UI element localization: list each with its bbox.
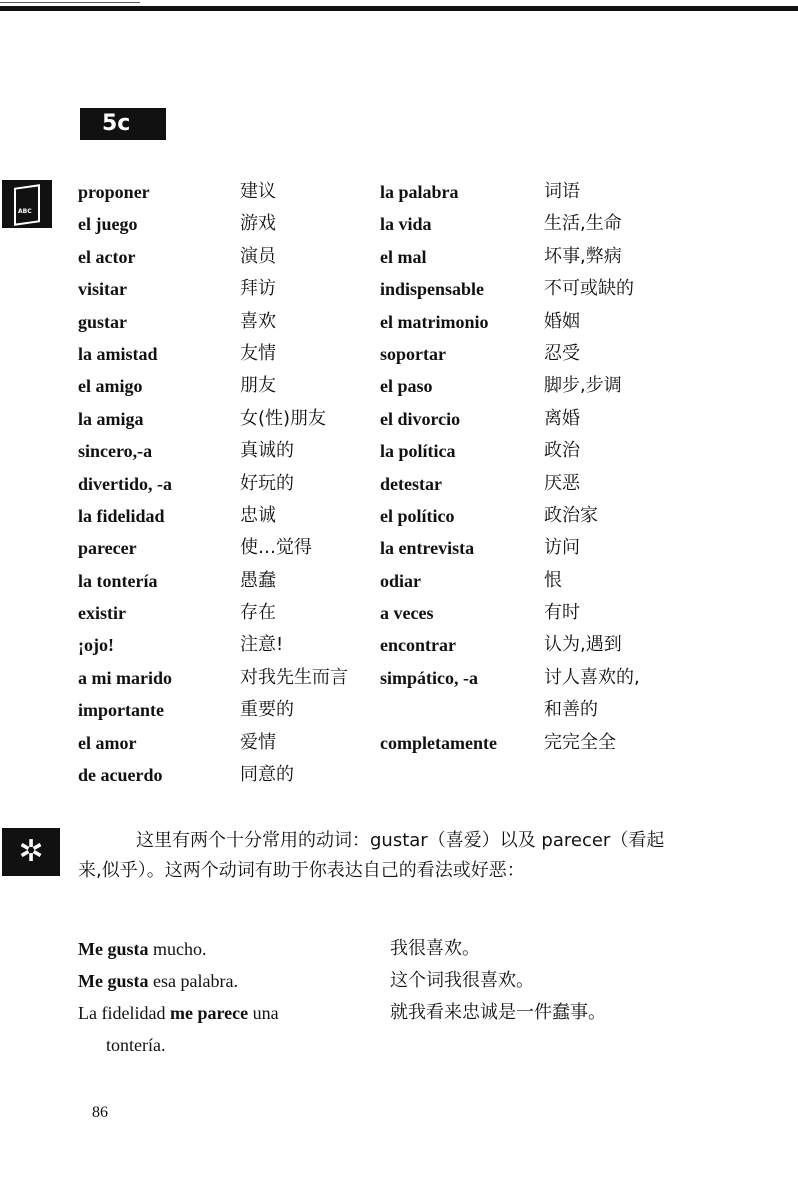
spanish-term: soportar: [380, 343, 446, 364]
chinese-meaning: 同意的: [240, 764, 294, 786]
chinese-meaning: 愚蠢: [240, 569, 276, 591]
chinese-meaning: 重要的: [240, 699, 294, 721]
spanish-term: la fidelidad: [78, 505, 165, 526]
spanish-term: ¡ojo!: [78, 635, 114, 656]
vocab-row: [78, 176, 678, 208]
example-es-2: Me gusta esa palabra.: [78, 971, 238, 991]
spanish-term: a veces: [380, 603, 434, 624]
example-es-3: La fidelidad me parece una: [78, 1003, 279, 1023]
spanish-term: el amor: [78, 732, 137, 753]
vocab-row: [78, 306, 678, 338]
chinese-meaning: 演员: [240, 245, 276, 267]
vocab-row: [78, 241, 678, 273]
spanish-term: el juego: [78, 214, 138, 235]
vocab-row: [78, 727, 678, 759]
vocab-row: [78, 468, 678, 500]
vocab-row: [78, 500, 678, 532]
chinese-meaning: 恨: [544, 569, 562, 591]
vocabulary-table: [78, 176, 678, 791]
chinese-meaning: 喜欢: [240, 310, 276, 332]
vocab-row: [78, 662, 678, 694]
chinese-meaning: 生活,生命: [544, 213, 622, 235]
chinese-meaning: 使…觉得: [240, 537, 312, 559]
vocab-row: [78, 338, 678, 370]
vocab-row: [78, 435, 678, 467]
spanish-term: simpático, -a: [380, 667, 478, 688]
chinese-meaning: 友情: [240, 342, 276, 364]
section-label: 5c: [80, 108, 166, 140]
chinese-meaning: 和善的: [544, 699, 598, 721]
spanish-term: proponer: [78, 182, 150, 202]
chinese-meaning: 忠诚: [240, 504, 276, 526]
chinese-meaning: 离婚: [544, 407, 580, 429]
chinese-meaning: 朋友: [240, 375, 276, 397]
chinese-meaning: 认为,遇到: [544, 634, 622, 656]
spanish-term: encontrar: [380, 635, 456, 656]
spanish-term: la palabra: [380, 182, 459, 202]
spanish-term: de acuerdo: [78, 765, 163, 786]
chinese-meaning: 对我先生而言: [240, 666, 348, 688]
chinese-meaning: 注意!: [240, 634, 284, 656]
example-zh-3: 就我看来忠诚是一件蠢事。: [390, 1002, 606, 1023]
example-zh-2: 这个词我很喜欢。: [390, 970, 534, 991]
spanish-term: la amiga: [78, 408, 144, 429]
spanish-term: la tontería: [78, 570, 158, 591]
chinese-meaning: 脚步,步调: [544, 375, 622, 397]
chinese-meaning: 婚姻: [544, 310, 580, 332]
spanish-term: el amigo: [78, 376, 143, 397]
chinese-meaning: 拜访: [240, 278, 276, 300]
top-thin-rule: [0, 2, 140, 3]
puzzle-icon: ✲: [2, 828, 60, 876]
vocab-row: [78, 370, 678, 402]
example-es-3-continuation: tontería.: [106, 1035, 166, 1055]
spanish-term: existir: [78, 603, 126, 624]
vocab-row: [78, 532, 678, 564]
spanish-term: el paso: [380, 376, 433, 397]
vocab-row: [78, 759, 678, 791]
vocab-row: [78, 629, 678, 661]
chinese-meaning: 忍受: [544, 342, 580, 364]
vocab-row: [78, 565, 678, 597]
chinese-meaning: 词语: [544, 181, 580, 202]
example-es-1: Me gusta mucho.: [78, 939, 207, 959]
vocab-row: [78, 273, 678, 305]
spanish-term: el matrimonio: [380, 311, 489, 332]
chinese-meaning: 女(性)朋友: [240, 407, 327, 429]
spanish-term: parecer: [78, 538, 137, 559]
spanish-term: la amistad: [78, 343, 158, 364]
chinese-meaning: 真诚的: [240, 440, 294, 462]
chinese-meaning: 有时: [544, 602, 580, 624]
top-rule: [0, 6, 798, 11]
page-number: 86: [92, 1104, 108, 1121]
vocab-row: [78, 597, 678, 629]
spanish-term: la política: [380, 441, 456, 462]
spanish-term: visitar: [78, 279, 127, 300]
chinese-meaning: 建议: [240, 181, 276, 202]
chinese-meaning: 讨人喜欢的,: [544, 666, 640, 688]
grammar-note: 这里有两个十分常用的动词：gustar（喜爱）以及 parecer（看起来,似乎）。这两个动词有助于你表达自己的看法或好恶：: [78, 830, 665, 881]
chinese-meaning: 好玩的: [240, 472, 294, 494]
chinese-meaning: 游戏: [240, 213, 276, 235]
spanish-term: indispensable: [380, 279, 485, 300]
spanish-term: el divorcio: [380, 408, 461, 429]
spanish-term: divertido, -a: [78, 473, 172, 494]
chinese-meaning: 不可或缺的: [544, 278, 634, 300]
vocab-row: [78, 403, 678, 435]
example-zh-1: 我很喜欢。: [390, 938, 480, 959]
chinese-meaning: 政治: [544, 440, 580, 462]
spanish-term: el mal: [380, 246, 427, 267]
spanish-term: a mi marido: [78, 667, 172, 688]
chinese-meaning: 厌恶: [544, 472, 580, 494]
spanish-term: el actor: [78, 246, 136, 267]
vocab-row: [78, 694, 678, 726]
spanish-term: odiar: [380, 570, 422, 591]
spanish-term: el político: [380, 505, 455, 526]
spanish-term: detestar: [380, 473, 442, 494]
spanish-term: importante: [78, 700, 164, 721]
chinese-meaning: 政治家: [544, 504, 598, 526]
chinese-meaning: 坏事,弊病: [544, 245, 622, 267]
spanish-term: la vida: [380, 214, 432, 235]
book-abc-icon: ABC: [2, 180, 52, 228]
vocab-row: [78, 208, 678, 240]
spanish-term: sincero,-a: [78, 441, 153, 462]
chinese-meaning: 存在: [240, 602, 276, 624]
spanish-term: completamente: [380, 732, 497, 753]
spanish-term: gustar: [78, 311, 127, 332]
chinese-meaning: 完完全全: [544, 731, 616, 753]
spanish-term: la entrevista: [380, 538, 475, 559]
chinese-meaning: 爱情: [240, 731, 276, 753]
chinese-meaning: 访问: [544, 537, 580, 559]
